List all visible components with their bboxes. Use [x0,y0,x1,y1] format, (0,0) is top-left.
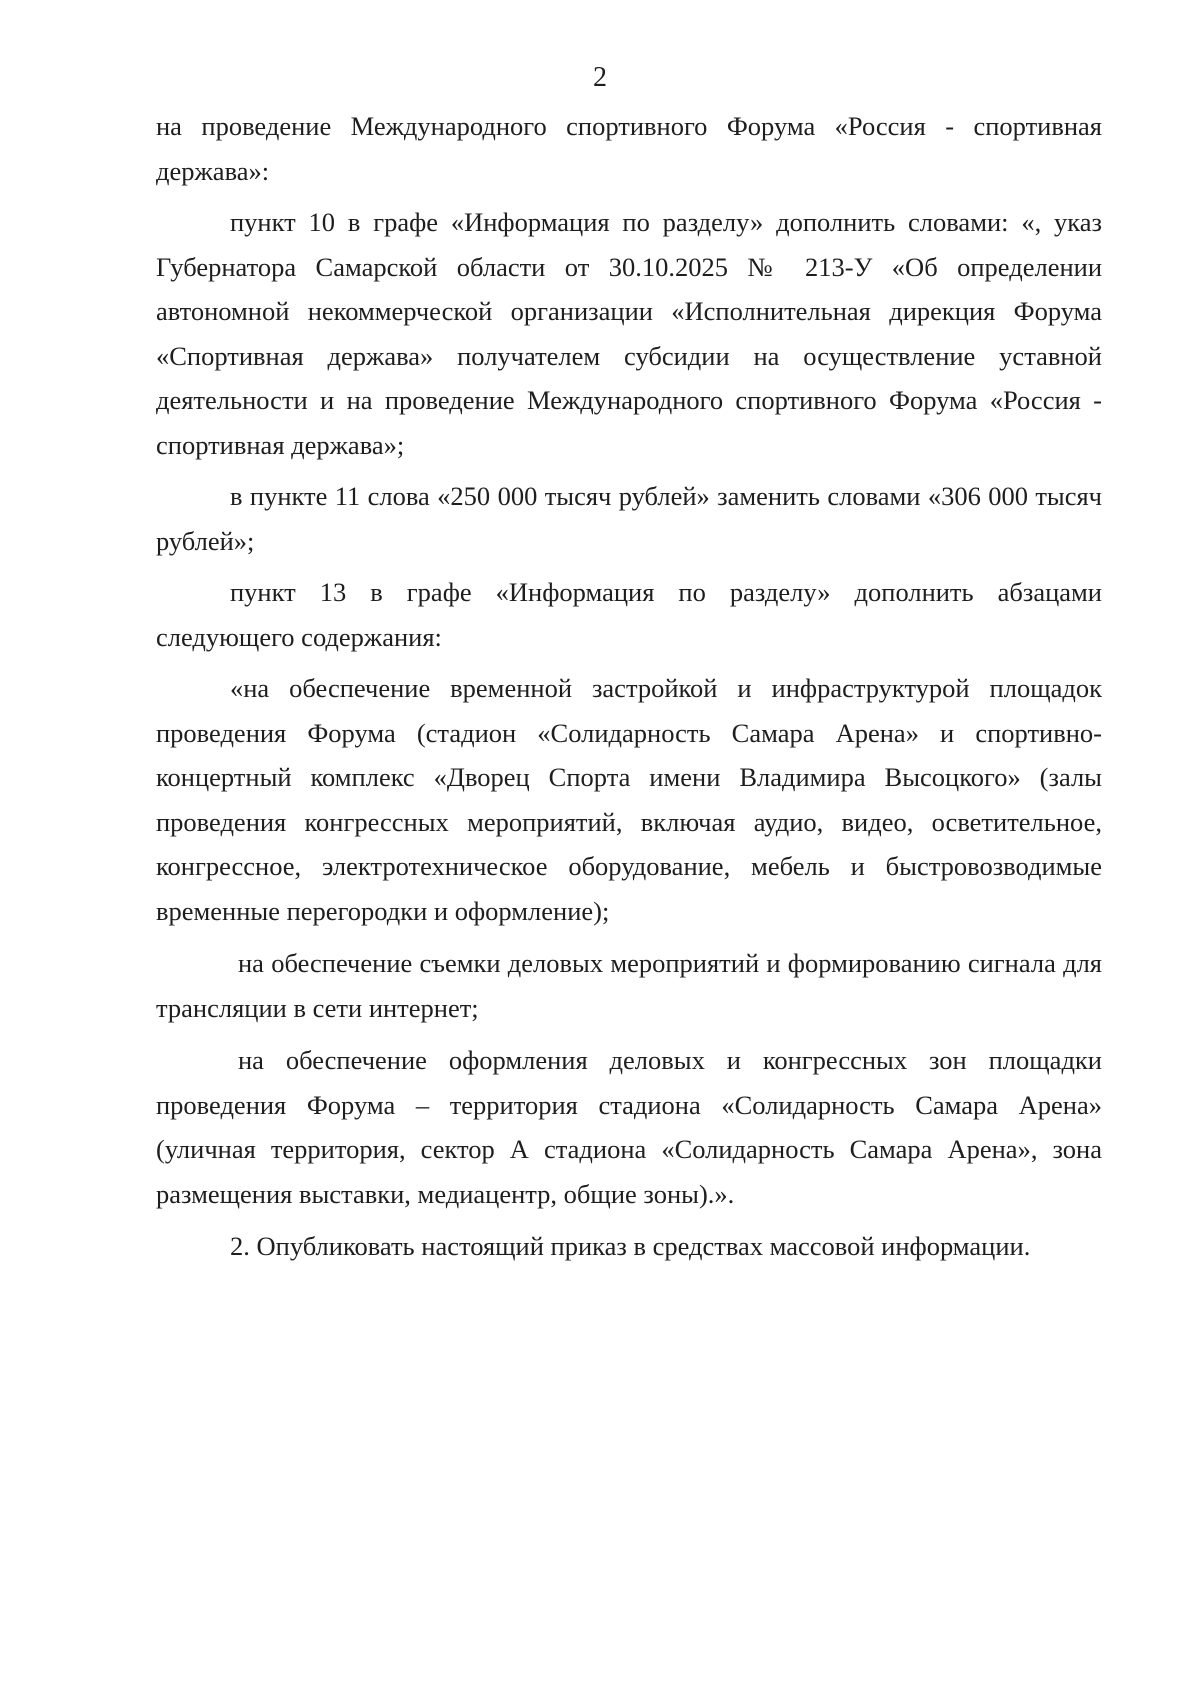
page-number: 2 [593,62,607,93]
paragraph-zone-decoration: на обеспечение оформления деловых и конгрессных зон площадки проведения Форума – территория стадиона «Солидарность Самара Арена» (уличная территория, сектор А стадиона «Солидарность Самара Арена», зона размещения выставки, медиацентр, общие зоны).». [156,1045,1102,1209]
paragraph-publish-order: 2. Опубликовать настоящий приказ в средствах массовой информации. [230,1231,1031,1261]
document-body [156,104,1102,1269]
paragraph-item-10: пункт 10 в графе «Информация по разделу» дополнить словами: «, указ Губернатора Самарской области от 30.10.2025 № 213-У «Об определении автономной некоммерческой организации «Исполнительная дирекция Форума «Спортивная держава» получателем субсидии на осуществление уставной деятельности и на проведение Международного спортивного Форума «Россия - спортивная держава»; [156,207,1102,460]
paragraph-forum-continuation: на проведение Международного спортивного Форума «Россия - спортивная держава»: [156,111,1102,186]
paragraph-event-filming: на обеспечение съемки деловых мероприятий и формированию сигнала для трансляции в сети интернет; [156,948,1102,1023]
paragraph-item-13: пункт 13 в графе «Информация по разделу» дополнить абзацами следующего содержания: [156,577,1102,652]
paragraph-temporary-construction: «на обеспечение временной застройкой и инфраструктурой площадок проведения Форума (стадион «Солидарность Самара Арена» и спортивно-концертный комплекс «Дворец Спорта имени Владимира Высоцкого» (залы проведения конгрессных мероприятий, включая аудио, видео, осветительное, конгрессное, электротехническое оборудование, мебель и быстровозводимые временные перегородки и оформление); [156,673,1102,926]
paragraph-item-11: в пункте 11 слова «250 000 тысяч рублей» заменить словами «306 000 тысяч рублей»; [156,481,1102,556]
